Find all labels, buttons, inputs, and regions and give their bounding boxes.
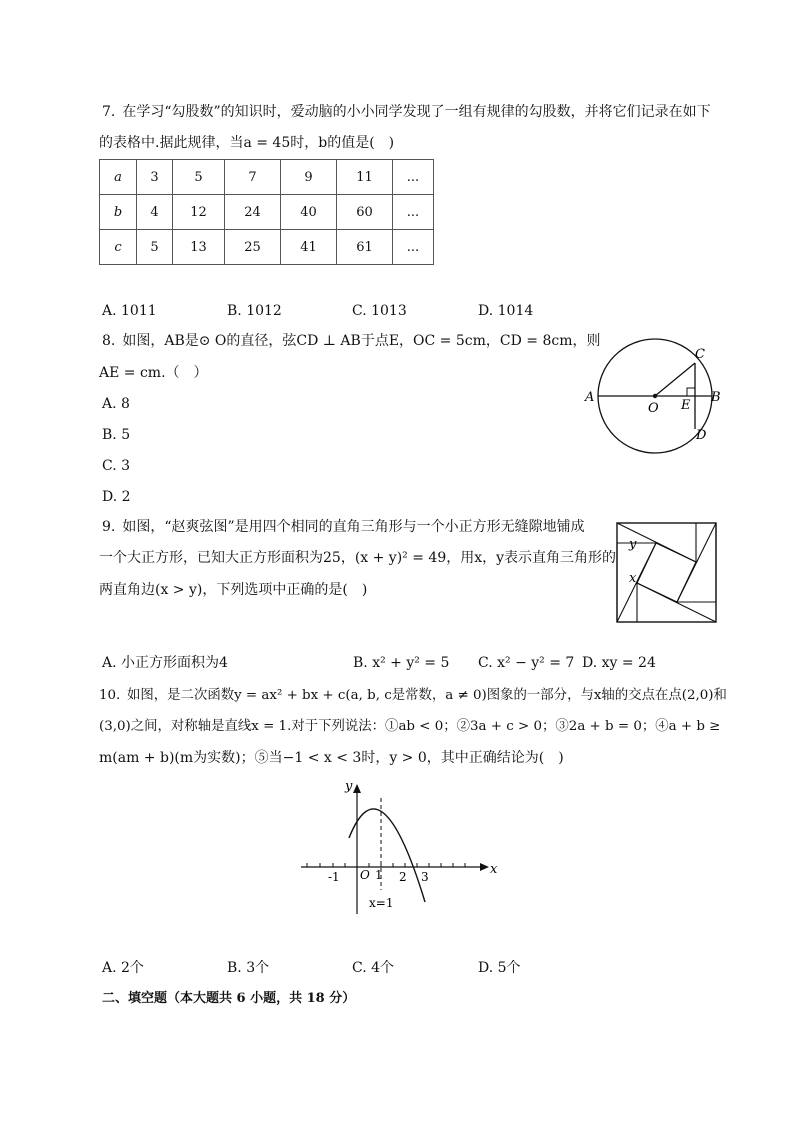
table-cell: ... (393, 230, 434, 265)
q10-stem-line1: 10. 如图，是二次函数y = ax² + bx + c(a, b, c是常数，a ≠ 0)图象的一部分，与x轴的交点在点(2,0)和 (99, 688, 727, 703)
q9-stem-line3: 两直角边(x > y)，下列选项中正确的是( ) (99, 582, 368, 598)
table-cell: 5 (137, 230, 173, 265)
row-label: c (100, 230, 137, 265)
q7-stem-line1: 7. 在学习“勾股数”的知识时，爱动脑的小小同学发现了一组有规律的勾股数，并将它们记录在如下 (102, 104, 711, 120)
label-c: C (695, 347, 705, 362)
center-dot (653, 394, 657, 398)
radius-oc (655, 363, 695, 396)
pythagorean-table (99, 159, 434, 265)
q7-option-d: D. 1014 (478, 303, 534, 319)
q8-option-b: B. 5 (102, 427, 131, 443)
y-axis-arrow (353, 784, 361, 793)
q10-option-c: C. 4个 (352, 960, 395, 976)
table-cell: 4 (137, 195, 173, 230)
q8-stem-line2: AE = cm.（ ） (99, 365, 208, 381)
label-x: x (629, 571, 637, 586)
label-e: E (681, 398, 691, 413)
label-x-axis: x (490, 862, 498, 877)
table-cell: 11 (337, 160, 393, 195)
label-origin: O (360, 868, 370, 882)
row-label: a (100, 160, 137, 195)
inner-square (637, 543, 696, 602)
q7-stem-line2: 的表格中.据此规律，当a = 45时，b的值是( ) (99, 135, 395, 151)
q8-option-a: A. 8 (102, 396, 130, 412)
table-row-c (100, 230, 434, 265)
q9-option-d: D. xy = 24 (582, 655, 656, 671)
q10-option-b: B. 3个 (227, 960, 270, 976)
table-cell: 41 (281, 230, 337, 265)
circle-figure (580, 336, 730, 456)
q10-stem-line2: (3,0)之间，对称轴是直线x = 1.对于下列说法：①ab < 0；②3a + c > 0；③2a + b = 0；④a + b ≥ (99, 719, 721, 734)
q10-stem-line3: m(am + b)(m为实数)；⑤当−1 < x < 3时，y > 0，其中正确结论为( ) (99, 750, 564, 766)
parabola-curve (349, 809, 425, 902)
table-cell: 24 (225, 195, 281, 230)
table-cell: 5 (173, 160, 225, 195)
q9-stem-line2: 一个大正方形，已知大正方形面积为25，(x + y)² = 49，用x，y表示直角三角形的 (99, 550, 617, 566)
q9-stem-line1: 9. 如图，“赵爽弦图”是用四个相同的直角三角形与一个小正方形无缝隙地铺成 (102, 519, 585, 535)
table-cell: 40 (281, 195, 337, 230)
table-cell: 9 (281, 160, 337, 195)
label-a: A (585, 390, 595, 405)
table-cell: 25 (225, 230, 281, 265)
x-axis-arrow (480, 863, 489, 871)
table-row-a (100, 160, 434, 195)
right-angle-mark (687, 388, 695, 396)
row-label: b (100, 195, 137, 230)
tick-label-1: 1 (375, 868, 383, 882)
q8-option-c: C. 3 (102, 458, 131, 474)
label-b: B (711, 390, 721, 405)
q9-option-c: C. x² − y² = 7 (478, 655, 575, 671)
section-heading: 二、填空题（本大题共 6 小题，共 18 分） (102, 991, 356, 1006)
table-cell: ... (393, 195, 434, 230)
zhao-shuang-figure (615, 521, 719, 625)
table-cell: 60 (337, 195, 393, 230)
table-cell: 13 (173, 230, 225, 265)
table-cell: 12 (173, 195, 225, 230)
tick-label-2: 2 (399, 870, 407, 884)
q7-option-c: C. 1013 (352, 303, 407, 319)
label-axis-of-symmetry: x=1 (369, 896, 394, 910)
label-y: y (629, 537, 637, 552)
q7-option-b: B. 1012 (227, 303, 282, 319)
q8-option-d: D. 2 (102, 489, 131, 505)
q7-option-a: A. 1011 (102, 303, 157, 319)
label-o: O (648, 401, 659, 416)
label-y-axis: y (345, 779, 353, 794)
parabola-graph (295, 772, 505, 918)
table-row-b (100, 195, 434, 230)
tick-label-3: 3 (421, 870, 429, 884)
q8-stem-line1: 8. 如图，AB是⊙ O的直径，弦CD ⊥ AB于点E，OC = 5cm，CD = 8cm，则 (102, 333, 601, 349)
q10-option-d: D. 5个 (478, 960, 521, 976)
label-d: D (696, 428, 707, 443)
q9-option-a: A. 小正方形面积为4 (102, 655, 228, 671)
table-cell: 7 (225, 160, 281, 195)
table-cell: 61 (337, 230, 393, 265)
table-cell: 3 (137, 160, 173, 195)
q9-option-b: B. x² + y² = 5 (353, 655, 450, 671)
q10-option-a: A. 2个 (102, 960, 144, 976)
table-cell: ... (393, 160, 434, 195)
tick-label-neg1: -1 (328, 870, 340, 884)
